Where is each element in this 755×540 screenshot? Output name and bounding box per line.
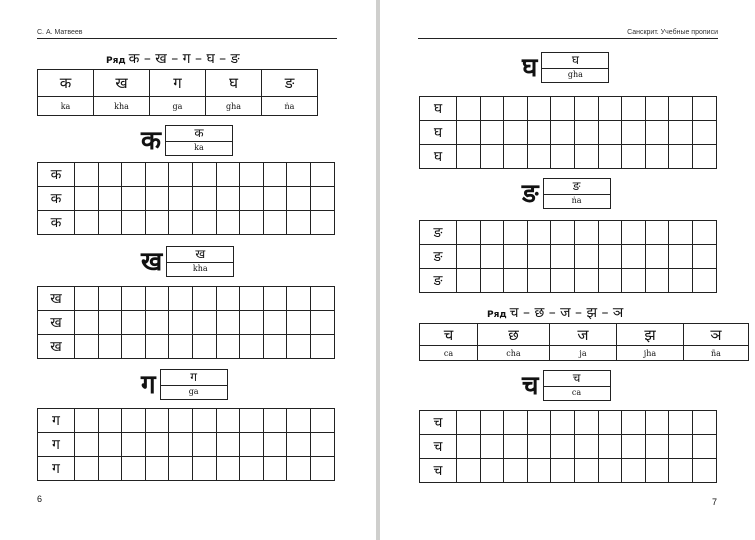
practice-cell [216, 287, 240, 311]
letter-cell: क [38, 70, 94, 97]
practice-cell [598, 245, 622, 269]
practice-cell [480, 411, 504, 435]
practice-cell [240, 211, 264, 235]
practice-cell [169, 187, 193, 211]
practice-cell [645, 97, 669, 121]
row-title-letters: क – ख – ग – घ – ङ [128, 51, 240, 67]
practice-cell [574, 221, 598, 245]
practice-cell [145, 211, 169, 235]
translit-cell: ja [550, 346, 617, 361]
practice-cell [598, 97, 622, 121]
practice-cell [574, 145, 598, 169]
practice-cell [287, 409, 311, 433]
practice-cell [622, 459, 646, 483]
practice-cell [669, 459, 693, 483]
practice-grid-nga [419, 220, 717, 293]
practice-cell [457, 121, 481, 145]
page-number-right: 7 [712, 497, 718, 507]
practice-cell [527, 245, 551, 269]
practice-cell [622, 145, 646, 169]
letter-heading-ca [522, 370, 611, 401]
practice-grid-ka [37, 162, 335, 235]
practice-cell [622, 221, 646, 245]
practice-cell [263, 433, 287, 457]
practice-cell [527, 411, 551, 435]
sample-letter: च [420, 435, 457, 459]
practice-cell [240, 433, 264, 457]
practice-cell [551, 97, 575, 121]
letter-box-translit: ka [194, 143, 204, 152]
practice-cell [216, 211, 240, 235]
big-letter: च [522, 370, 539, 401]
practice-cell [287, 335, 311, 359]
practice-cell [310, 287, 334, 311]
practice-cell [122, 335, 146, 359]
letter-cell: च [420, 324, 478, 346]
right-header-title: Санскрит. Учебные прописи [627, 29, 718, 36]
practice-cell [240, 311, 264, 335]
practice-cell [145, 457, 169, 481]
practice-cell [598, 121, 622, 145]
practice-cell [504, 145, 528, 169]
practice-cell [98, 335, 122, 359]
practice-cell [287, 457, 311, 481]
letter-heading-kha [141, 246, 234, 277]
practice-cell [263, 457, 287, 481]
practice-cell [240, 409, 264, 433]
practice-cell [263, 287, 287, 311]
practice-cell [192, 311, 216, 335]
practice-cell [692, 145, 716, 169]
sample-letter: ग [38, 433, 75, 457]
practice-cell [504, 245, 528, 269]
practice-cell [574, 411, 598, 435]
practice-cell [480, 145, 504, 169]
practice-cell [169, 335, 193, 359]
practice-cell [669, 121, 693, 145]
practice-cell [145, 433, 169, 457]
practice-cell [145, 409, 169, 433]
practice-cell [263, 163, 287, 187]
right-row-title [487, 303, 623, 322]
practice-cell [287, 433, 311, 457]
practice-cell [457, 435, 481, 459]
letter-box [543, 178, 611, 209]
practice-cell [287, 211, 311, 235]
practice-cell [192, 163, 216, 187]
sample-letter: च [420, 411, 457, 435]
big-letter: घ [522, 52, 538, 83]
letter-box-translit: ṅa [571, 196, 582, 205]
practice-cell [216, 187, 240, 211]
letter-box-glyph: ग [161, 370, 227, 386]
practice-cell [75, 187, 99, 211]
practice-grid-kha [37, 286, 335, 359]
practice-cell [122, 311, 146, 335]
practice-cell [692, 97, 716, 121]
practice-cell [551, 459, 575, 483]
practice-cell [75, 335, 99, 359]
practice-cell [551, 221, 575, 245]
practice-cell [645, 121, 669, 145]
translit-cell: jha [617, 346, 684, 361]
letter-cell: छ [478, 324, 550, 346]
practice-cell [98, 409, 122, 433]
translit-cell: gha [206, 97, 262, 116]
practice-cell [574, 435, 598, 459]
practice-cell [527, 145, 551, 169]
practice-cell [527, 121, 551, 145]
letter-cell: ङ [262, 70, 318, 97]
practice-cell [240, 187, 264, 211]
practice-cell [98, 211, 122, 235]
practice-cell [75, 211, 99, 235]
letter-box-translit: kha [192, 264, 208, 273]
practice-cell [645, 411, 669, 435]
practice-cell [669, 435, 693, 459]
sample-letter: ङ [420, 221, 457, 245]
practice-cell [645, 459, 669, 483]
practice-cell [287, 311, 311, 335]
practice-cell [75, 311, 99, 335]
practice-cell [240, 335, 264, 359]
sample-letter: ग [38, 409, 75, 433]
practice-cell [263, 335, 287, 359]
letter-heading-ka [141, 125, 233, 156]
practice-cell [480, 97, 504, 121]
translit-cell: ga [150, 97, 206, 116]
practice-cell [145, 335, 169, 359]
left-page [0, 0, 376, 540]
practice-cell [98, 311, 122, 335]
practice-cell [645, 435, 669, 459]
practice-cell [122, 287, 146, 311]
practice-cell [669, 411, 693, 435]
practice-cell [669, 97, 693, 121]
practice-cell [669, 145, 693, 169]
letter-heading-nga [522, 178, 611, 209]
sample-letter: घ [420, 145, 457, 169]
practice-cell [669, 269, 693, 293]
practice-cell [622, 269, 646, 293]
practice-cell [457, 245, 481, 269]
letter-box-glyph: घ [542, 53, 608, 69]
practice-cell [551, 411, 575, 435]
practice-cell [263, 187, 287, 211]
practice-cell [622, 435, 646, 459]
practice-cell [240, 163, 264, 187]
letter-box-translit: ca [571, 388, 582, 397]
practice-cell [551, 269, 575, 293]
practice-cell [457, 459, 481, 483]
letter-box-glyph: ङ [544, 179, 610, 195]
practice-cell [504, 121, 528, 145]
left-row-title [106, 49, 240, 68]
practice-cell [287, 287, 311, 311]
practice-cell [598, 435, 622, 459]
practice-cell [669, 221, 693, 245]
practice-cell [192, 211, 216, 235]
practice-cell [216, 335, 240, 359]
practice-cell [574, 459, 598, 483]
practice-cell [527, 269, 551, 293]
practice-cell [240, 287, 264, 311]
practice-grid-ga [37, 408, 335, 481]
letter-box-translit: gha [567, 70, 583, 79]
practice-cell [169, 287, 193, 311]
sample-letter: ग [38, 457, 75, 481]
practice-cell [310, 311, 334, 335]
practice-cell [551, 435, 575, 459]
sample-letter: घ [420, 97, 457, 121]
practice-cell [480, 435, 504, 459]
practice-cell [480, 245, 504, 269]
practice-cell [692, 245, 716, 269]
practice-cell [480, 269, 504, 293]
practice-cell [75, 163, 99, 187]
practice-cell [122, 163, 146, 187]
translit-cell: ka [38, 97, 94, 116]
letter-box-glyph: ख [167, 247, 233, 263]
practice-grid-gha [419, 96, 717, 169]
sample-letter: ख [38, 335, 75, 359]
right-page [380, 0, 755, 540]
practice-cell [480, 459, 504, 483]
practice-cell [622, 97, 646, 121]
translit-cell: kha [94, 97, 150, 116]
practice-cell [75, 457, 99, 481]
letter-box [160, 369, 228, 400]
practice-cell [504, 97, 528, 121]
practice-cell [527, 221, 551, 245]
practice-cell [98, 433, 122, 457]
practice-cell [457, 145, 481, 169]
practice-cell [310, 409, 334, 433]
practice-cell [98, 287, 122, 311]
practice-cell [75, 409, 99, 433]
practice-cell [169, 457, 193, 481]
practice-cell [216, 457, 240, 481]
practice-cell [310, 457, 334, 481]
practice-cell [622, 121, 646, 145]
practice-cell [574, 97, 598, 121]
practice-cell [527, 97, 551, 121]
letter-box [543, 370, 611, 401]
sample-letter: ङ [420, 269, 457, 293]
practice-cell [192, 457, 216, 481]
practice-cell [145, 163, 169, 187]
practice-cell [574, 245, 598, 269]
sample-letter: क [38, 211, 75, 235]
practice-cell [98, 163, 122, 187]
practice-cell [527, 459, 551, 483]
practice-cell [216, 433, 240, 457]
sample-letter: क [38, 163, 75, 187]
left-letters-table [37, 69, 318, 116]
practice-cell [145, 287, 169, 311]
practice-cell [263, 311, 287, 335]
practice-cell [598, 459, 622, 483]
practice-cell [263, 211, 287, 235]
practice-cell [216, 409, 240, 433]
right-header-rule [418, 38, 718, 39]
practice-cell [645, 145, 669, 169]
practice-cell [287, 163, 311, 187]
practice-cell [551, 145, 575, 169]
letter-cell: ज [550, 324, 617, 346]
practice-cell [145, 187, 169, 211]
practice-cell [310, 211, 334, 235]
practice-cell [598, 411, 622, 435]
practice-cell [287, 187, 311, 211]
practice-cell [504, 269, 528, 293]
sample-letter: ख [38, 311, 75, 335]
practice-cell [169, 433, 193, 457]
practice-cell [692, 435, 716, 459]
practice-cell [457, 411, 481, 435]
right-letters-table [419, 323, 749, 361]
practice-cell [192, 287, 216, 311]
practice-cell [574, 269, 598, 293]
practice-cell [692, 411, 716, 435]
row-title-prefix: Ряд [106, 56, 126, 66]
practice-cell [122, 433, 146, 457]
practice-cell [527, 435, 551, 459]
practice-cell [551, 121, 575, 145]
practice-cell [457, 221, 481, 245]
practice-cell [122, 187, 146, 211]
practice-cell [645, 269, 669, 293]
practice-cell [504, 459, 528, 483]
practice-cell [169, 163, 193, 187]
letter-box [166, 246, 234, 277]
left-header-rule [37, 38, 337, 39]
translit-cell: ṅa [262, 97, 318, 116]
practice-grid-ca [419, 410, 717, 483]
practice-cell [310, 163, 334, 187]
practice-cell [480, 221, 504, 245]
practice-cell [240, 457, 264, 481]
practice-cell [622, 245, 646, 269]
letter-box [165, 125, 233, 156]
practice-cell [574, 121, 598, 145]
letter-box-translit: ga [188, 387, 199, 396]
letter-cell: ख [94, 70, 150, 97]
letter-cell: झ [617, 324, 684, 346]
practice-cell [192, 187, 216, 211]
big-letter: ग [141, 369, 156, 400]
left-header-author: С. А. Матвеев [37, 29, 83, 36]
letter-cell: घ [206, 70, 262, 97]
practice-cell [645, 245, 669, 269]
letter-box-glyph: च [544, 371, 610, 387]
big-letter: ख [141, 246, 163, 277]
sample-letter: घ [420, 121, 457, 145]
practice-cell [310, 433, 334, 457]
letter-box-glyph: क [166, 126, 232, 142]
practice-cell [263, 409, 287, 433]
practice-cell [692, 269, 716, 293]
letter-heading-ga [141, 369, 228, 400]
practice-cell [692, 121, 716, 145]
practice-cell [192, 335, 216, 359]
translit-cell: cha [478, 346, 550, 361]
practice-cell [192, 409, 216, 433]
practice-cell [457, 97, 481, 121]
practice-cell [504, 411, 528, 435]
practice-cell [169, 409, 193, 433]
translit-cell: ca [420, 346, 478, 361]
practice-cell [122, 457, 146, 481]
sample-letter: ख [38, 287, 75, 311]
row-title-prefix: Ряд [487, 310, 507, 320]
practice-cell [145, 311, 169, 335]
practice-cell [216, 311, 240, 335]
practice-cell [310, 335, 334, 359]
practice-cell [98, 457, 122, 481]
practice-cell [645, 221, 669, 245]
sample-letter: ङ [420, 245, 457, 269]
letter-heading-gha [522, 52, 609, 83]
letter-cell: ञ [684, 324, 749, 346]
practice-cell [457, 269, 481, 293]
big-letter: ङ [522, 178, 539, 209]
practice-cell [504, 221, 528, 245]
practice-cell [216, 163, 240, 187]
practice-cell [692, 221, 716, 245]
practice-cell [692, 459, 716, 483]
practice-cell [480, 121, 504, 145]
practice-cell [598, 269, 622, 293]
practice-cell [551, 245, 575, 269]
sample-letter: च [420, 459, 457, 483]
practice-cell [122, 211, 146, 235]
practice-cell [75, 433, 99, 457]
practice-cell [75, 287, 99, 311]
practice-cell [310, 187, 334, 211]
page-number-left: 6 [37, 494, 43, 504]
practice-cell [622, 411, 646, 435]
practice-cell [504, 435, 528, 459]
big-letter: क [141, 125, 161, 156]
practice-cell [169, 311, 193, 335]
practice-cell [192, 433, 216, 457]
practice-cell [169, 211, 193, 235]
practice-cell [598, 145, 622, 169]
letter-cell: ग [150, 70, 206, 97]
sample-letter: क [38, 187, 75, 211]
row-title-letters: च – छ – ज – झ – ञ [509, 305, 624, 321]
practice-cell [669, 245, 693, 269]
letter-box [541, 52, 609, 83]
practice-cell [122, 409, 146, 433]
practice-cell [98, 187, 122, 211]
translit-cell: ña [684, 346, 749, 361]
practice-cell [598, 221, 622, 245]
